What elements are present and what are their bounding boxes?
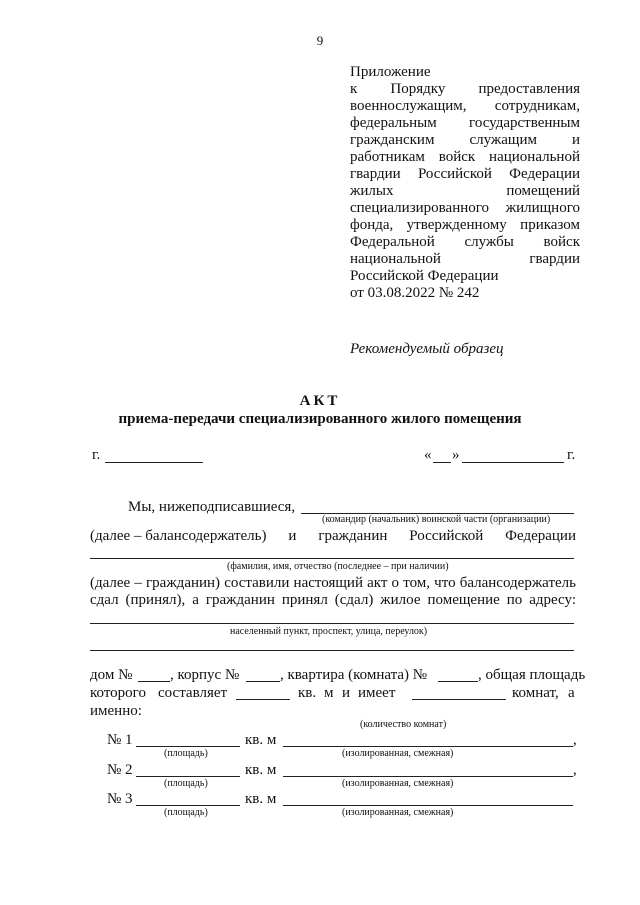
- appendix-line: Российской Федерации: [350, 268, 499, 284]
- date-suffix: г.: [567, 447, 576, 463]
- room-unit: кв. м: [245, 791, 277, 807]
- appendix-line: от 03.08.2022 № 242: [350, 285, 480, 301]
- appendix-line: Приложение: [350, 64, 431, 80]
- appendix-line: фонда, утвержденному приказом: [350, 217, 580, 233]
- room-3-type-field[interactable]: [283, 805, 573, 806]
- total-area-label: , общая площадь: [478, 667, 586, 683]
- date-close-quote: »: [452, 447, 460, 463]
- namely-label: именно:: [90, 703, 142, 719]
- text-fragment: гражданин: [318, 528, 388, 544]
- text-fragment: а: [568, 685, 575, 701]
- room-label: № 3: [107, 791, 133, 807]
- commander-caption: (командир (начальник) воинской части (организации): [322, 514, 551, 525]
- appendix-line: федеральным государственным: [350, 115, 580, 131]
- appendix-line: Федеральной службы войск: [350, 234, 580, 250]
- city-prefix: г.: [92, 447, 101, 463]
- sample-label: Рекомендуемый образец: [350, 341, 504, 357]
- appendix-line: жилых помещений: [350, 183, 580, 199]
- appendix-line: специализированного жилищного: [350, 200, 580, 216]
- rooms-count-field[interactable]: [412, 699, 506, 700]
- house-number-field[interactable]: [138, 681, 170, 682]
- building-label: , корпус №: [170, 667, 240, 683]
- text-fragment: (далее – балансодержатель): [90, 528, 267, 544]
- document-title: АКТ: [299, 393, 341, 409]
- appendix-line: гвардии Российской Федерации: [350, 166, 580, 182]
- city-field[interactable]: [105, 462, 203, 463]
- appendix-line: военнослужащим, сотрудникам,: [350, 98, 580, 114]
- appendix-line: работникам войск национальной: [350, 149, 580, 165]
- area-rooms-line: [90, 685, 576, 703]
- text-fragment: и: [342, 685, 351, 701]
- text-fragment: комнат,: [512, 685, 559, 701]
- address-field-2[interactable]: [90, 650, 574, 651]
- room-unit: кв. м: [245, 762, 277, 778]
- apartment-number-field[interactable]: [438, 681, 478, 682]
- balance-holder-line: [90, 528, 576, 545]
- room-unit: кв. м: [245, 732, 277, 748]
- address-field-1[interactable]: [90, 623, 574, 624]
- document-subtitle: приема-передачи специализированного жилого помещения: [118, 411, 522, 427]
- paragraph-start: Мы, нижеподписавшиеся,: [128, 499, 296, 515]
- total-area-field[interactable]: [236, 699, 290, 700]
- area-caption: (площадь): [164, 807, 208, 818]
- date-open-quote: «: [424, 447, 432, 463]
- address-caption: населенный пункт, проспект, улица, переулок): [230, 626, 428, 637]
- text-fragment: м: [324, 685, 334, 701]
- room-2-type-field[interactable]: [283, 776, 573, 777]
- room-label: № 1: [107, 732, 133, 748]
- citizen-name-field[interactable]: [90, 558, 574, 559]
- text-fragment: которого: [90, 685, 146, 701]
- text-fragment: Российской: [409, 528, 484, 544]
- room-label: № 2: [107, 762, 133, 778]
- room-3-area-field[interactable]: [136, 805, 240, 806]
- appendix-line: национальной гвардии: [350, 251, 580, 267]
- area-caption: (площадь): [164, 778, 208, 789]
- apartment-label: , квартира (комната) №: [280, 667, 428, 683]
- building-number-field[interactable]: [246, 681, 280, 682]
- date-month-year-field[interactable]: [462, 462, 564, 463]
- text-fragment: имеет: [358, 685, 396, 701]
- page-number: 9: [316, 33, 324, 48]
- text-fragment: и: [288, 528, 297, 544]
- appendix-line: к Порядку предоставления: [350, 81, 580, 97]
- type-caption: (изолированная, смежная): [342, 807, 454, 818]
- text-fragment: кв.: [298, 685, 317, 701]
- paragraph-line: сдал (принял), а гражданин принял (сдал) жилое помещение по адресу:: [90, 592, 576, 608]
- type-caption: (изолированная, смежная): [342, 748, 454, 759]
- room-1-area-field[interactable]: [136, 746, 240, 747]
- room-end: ,: [573, 732, 577, 748]
- rooms-count-caption: (количество комнат): [360, 719, 447, 730]
- area-caption: (площадь): [164, 748, 208, 759]
- appendix-block: [350, 64, 580, 302]
- paragraph-line: (далее – гражданин) составили настоящий акт о том, что балансодержатель: [90, 575, 576, 591]
- room-1-type-field[interactable]: [283, 746, 573, 747]
- room-end: ,: [573, 762, 577, 778]
- appendix-line: гражданским служащим и: [350, 132, 580, 148]
- citizen-name-caption: (фамилия, имя, отчество (последнее – при наличии): [227, 561, 449, 572]
- text-fragment: составляет: [158, 685, 228, 701]
- room-2-area-field[interactable]: [136, 776, 240, 777]
- type-caption: (изолированная, смежная): [342, 778, 454, 789]
- text-fragment: Федерации: [505, 528, 576, 544]
- date-day-field[interactable]: [433, 462, 451, 463]
- house-label: дом №: [90, 667, 133, 683]
